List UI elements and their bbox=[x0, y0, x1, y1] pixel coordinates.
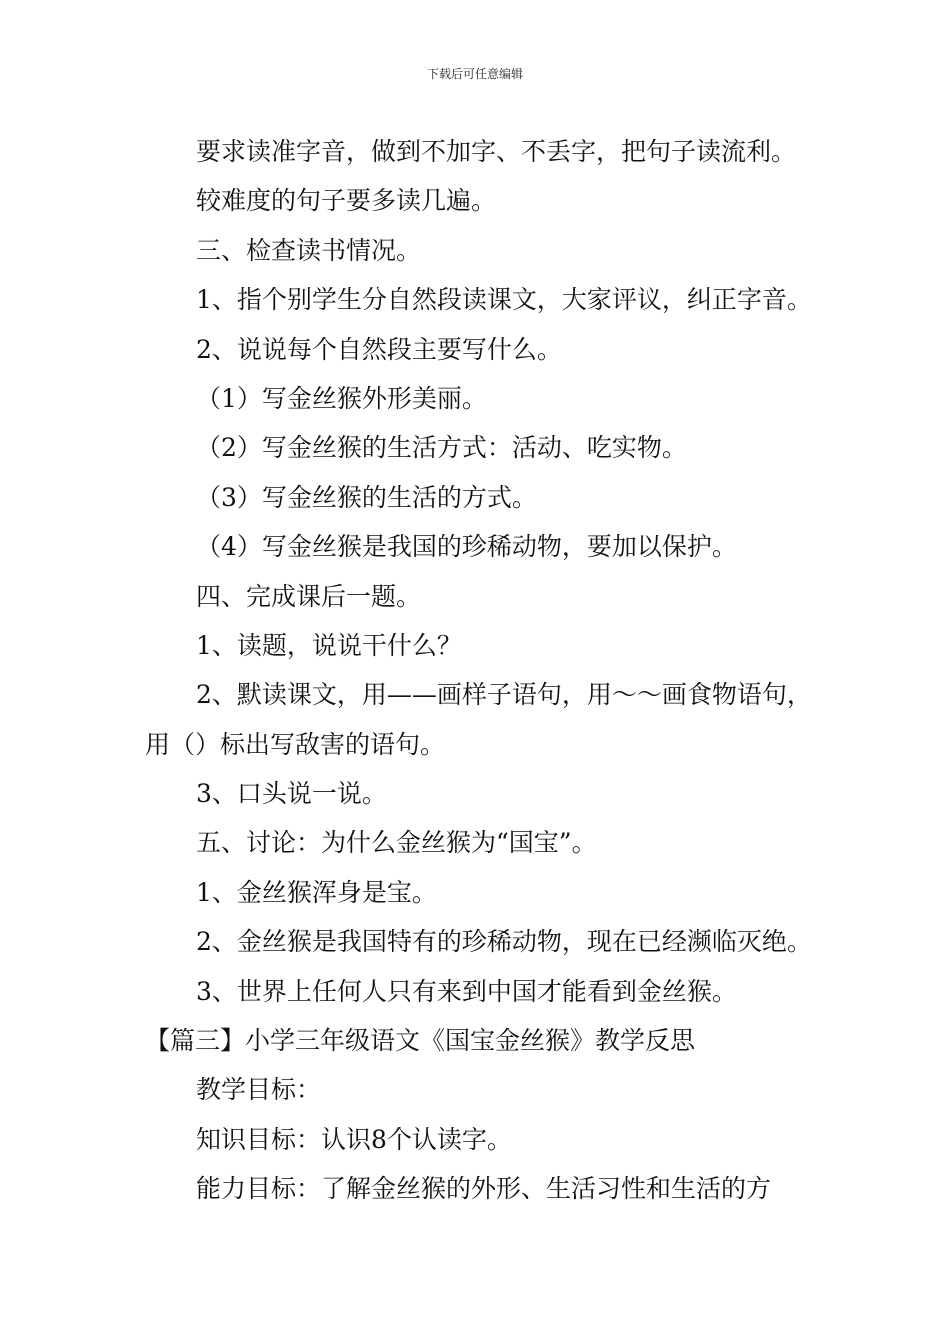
section-heading: 四、完成课后一题。 bbox=[196, 581, 422, 611]
sub-list-item: （1）写金丝猴外形美丽。 bbox=[196, 383, 487, 413]
document-body bbox=[145, 127, 825, 1214]
sub-list-item: （4）写金丝猴是我国的珍稀动物，要加以保护。 bbox=[196, 532, 737, 562]
paragraph-line: 教学目标： bbox=[196, 1075, 322, 1105]
chapter-title: 【篇三】小学三年级语文《国宝金丝猴》教学反思 bbox=[145, 1026, 696, 1056]
list-item: 1、读题，说说干什么？ bbox=[196, 630, 462, 660]
list-item: 2、说说每个自然段主要写什么。 bbox=[196, 334, 562, 364]
list-item: 1、金丝猴浑身是宝。 bbox=[196, 877, 437, 907]
sub-list-item: （2）写金丝猴的生活方式：活动、吃实物。 bbox=[196, 433, 687, 463]
list-item: 3、口头说一说。 bbox=[196, 779, 387, 809]
paragraph-line: 要求读准字音，做到不加字、不丢字，把句子读流利。 bbox=[196, 137, 797, 166]
list-item: 2、默读课文，用——画样子语句，用～～画食物语句， bbox=[196, 680, 812, 710]
list-item: 2、金丝猴是我国特有的珍稀动物，现在已经濒临灭绝。 bbox=[196, 927, 812, 957]
paragraph-line: 较难度的句子要多读几遍。 bbox=[196, 186, 497, 216]
paragraph-line: 能力目标：了解金丝猴的外形、生活习性和生活的方 bbox=[196, 1174, 772, 1204]
list-item-continuation: 用（）标出写敌害的语句。 bbox=[145, 729, 446, 759]
list-item: 1、指个别学生分自然段读课文，大家评议，纠正字音。 bbox=[196, 285, 812, 315]
sub-list-item: （3）写金丝猴的生活的方式。 bbox=[196, 482, 537, 512]
list-item: 3、世界上任何人只有来到中国才能看到金丝猴。 bbox=[196, 976, 737, 1006]
section-heading: 五、讨论：为什么金丝猴为“国宝”。 bbox=[196, 828, 597, 858]
section-heading: 三、检查读书情况。 bbox=[196, 235, 422, 265]
paragraph-line: 知识目标：认识8个认读字。 bbox=[196, 1124, 512, 1154]
page-header: 下载后可任意编辑 bbox=[426, 67, 523, 81]
